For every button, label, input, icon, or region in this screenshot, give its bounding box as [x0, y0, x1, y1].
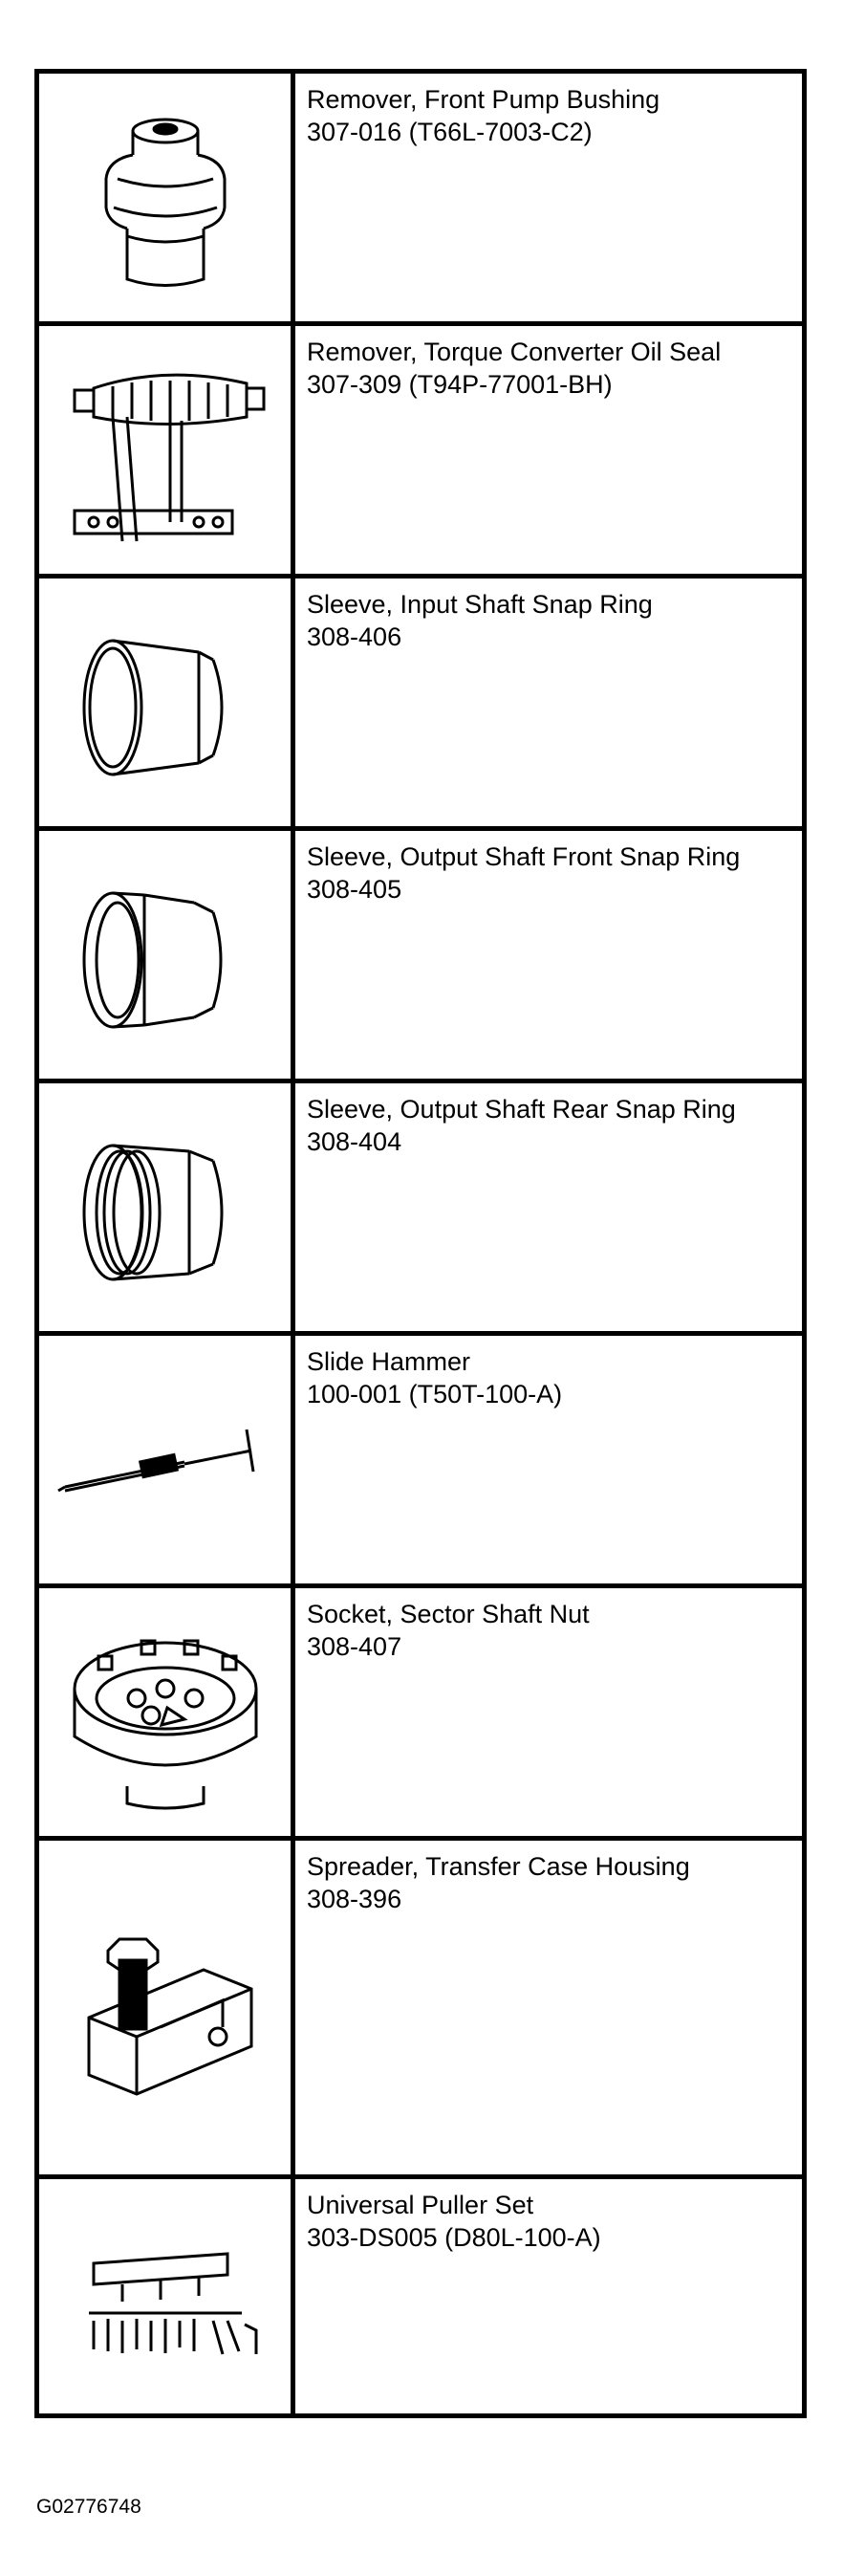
bushing-remover-icon — [39, 74, 295, 321]
tool-description — [295, 579, 802, 826]
tool-part-number: 308-404 — [307, 1127, 402, 1156]
tool-name: Spreader, Transfer Case Housing — [307, 1852, 690, 1881]
slide-hammer-icon — [39, 1336, 295, 1583]
tool-name: Sleeve, Output Shaft Front Snap Ring — [307, 842, 741, 871]
tool-name: Sleeve, Input Shaft Snap Ring — [307, 590, 653, 619]
tool-part-number: 308-396 — [307, 1885, 402, 1913]
oil-seal-remover-icon — [39, 326, 295, 574]
tool-part-number: 100-001 (T50T-100-A) — [307, 1380, 563, 1408]
puller-set-icon — [39, 2179, 295, 2413]
tool-part-number: 308-405 — [307, 875, 402, 904]
tool-name: Sleeve, Output Shaft Rear Snap Ring — [307, 1095, 736, 1124]
tool-description — [295, 74, 802, 321]
table-row — [39, 2179, 802, 2413]
tool-description — [295, 2179, 802, 2413]
table-row — [39, 74, 802, 326]
tool-description — [295, 326, 802, 574]
table-row — [39, 1336, 802, 1588]
tool-description — [295, 1588, 802, 1836]
table-row — [39, 579, 802, 831]
socket-icon — [39, 1588, 295, 1836]
tool-name: Socket, Sector Shaft Nut — [307, 1600, 590, 1628]
table-row — [39, 831, 802, 1083]
rear-snap-ring-sleeve-icon — [39, 1083, 295, 1331]
snap-ring-sleeve-icon — [39, 579, 295, 826]
spreader-icon — [39, 1841, 295, 2174]
table-row — [39, 1083, 802, 1336]
tool-description — [295, 1841, 802, 2174]
table-row — [39, 1588, 802, 1841]
tool-description — [295, 1083, 802, 1331]
tool-part-number: 307-016 (T66L-7003-C2) — [307, 118, 593, 146]
tool-name: Remover, Torque Converter Oil Seal — [307, 338, 722, 366]
figure-id: G02776748 — [36, 2496, 141, 2518]
tool-name: Universal Puller Set — [307, 2191, 534, 2219]
tool-part-number: 308-407 — [307, 1632, 402, 1661]
tool-description — [295, 1336, 802, 1583]
special-tools-table — [34, 69, 807, 2418]
table-row — [39, 326, 802, 579]
tool-part-number: 303-DS005 (D80L-100-A) — [307, 2223, 601, 2252]
table-row — [39, 1841, 802, 2179]
tool-part-number: 307-309 (T94P-77001-BH) — [307, 370, 613, 399]
tool-name: Slide Hammer — [307, 1347, 471, 1376]
tool-name: Remover, Front Pump Bushing — [307, 85, 660, 114]
tool-description — [295, 831, 802, 1079]
tool-part-number: 308-406 — [307, 622, 402, 651]
front-snap-ring-sleeve-icon — [39, 831, 295, 1079]
